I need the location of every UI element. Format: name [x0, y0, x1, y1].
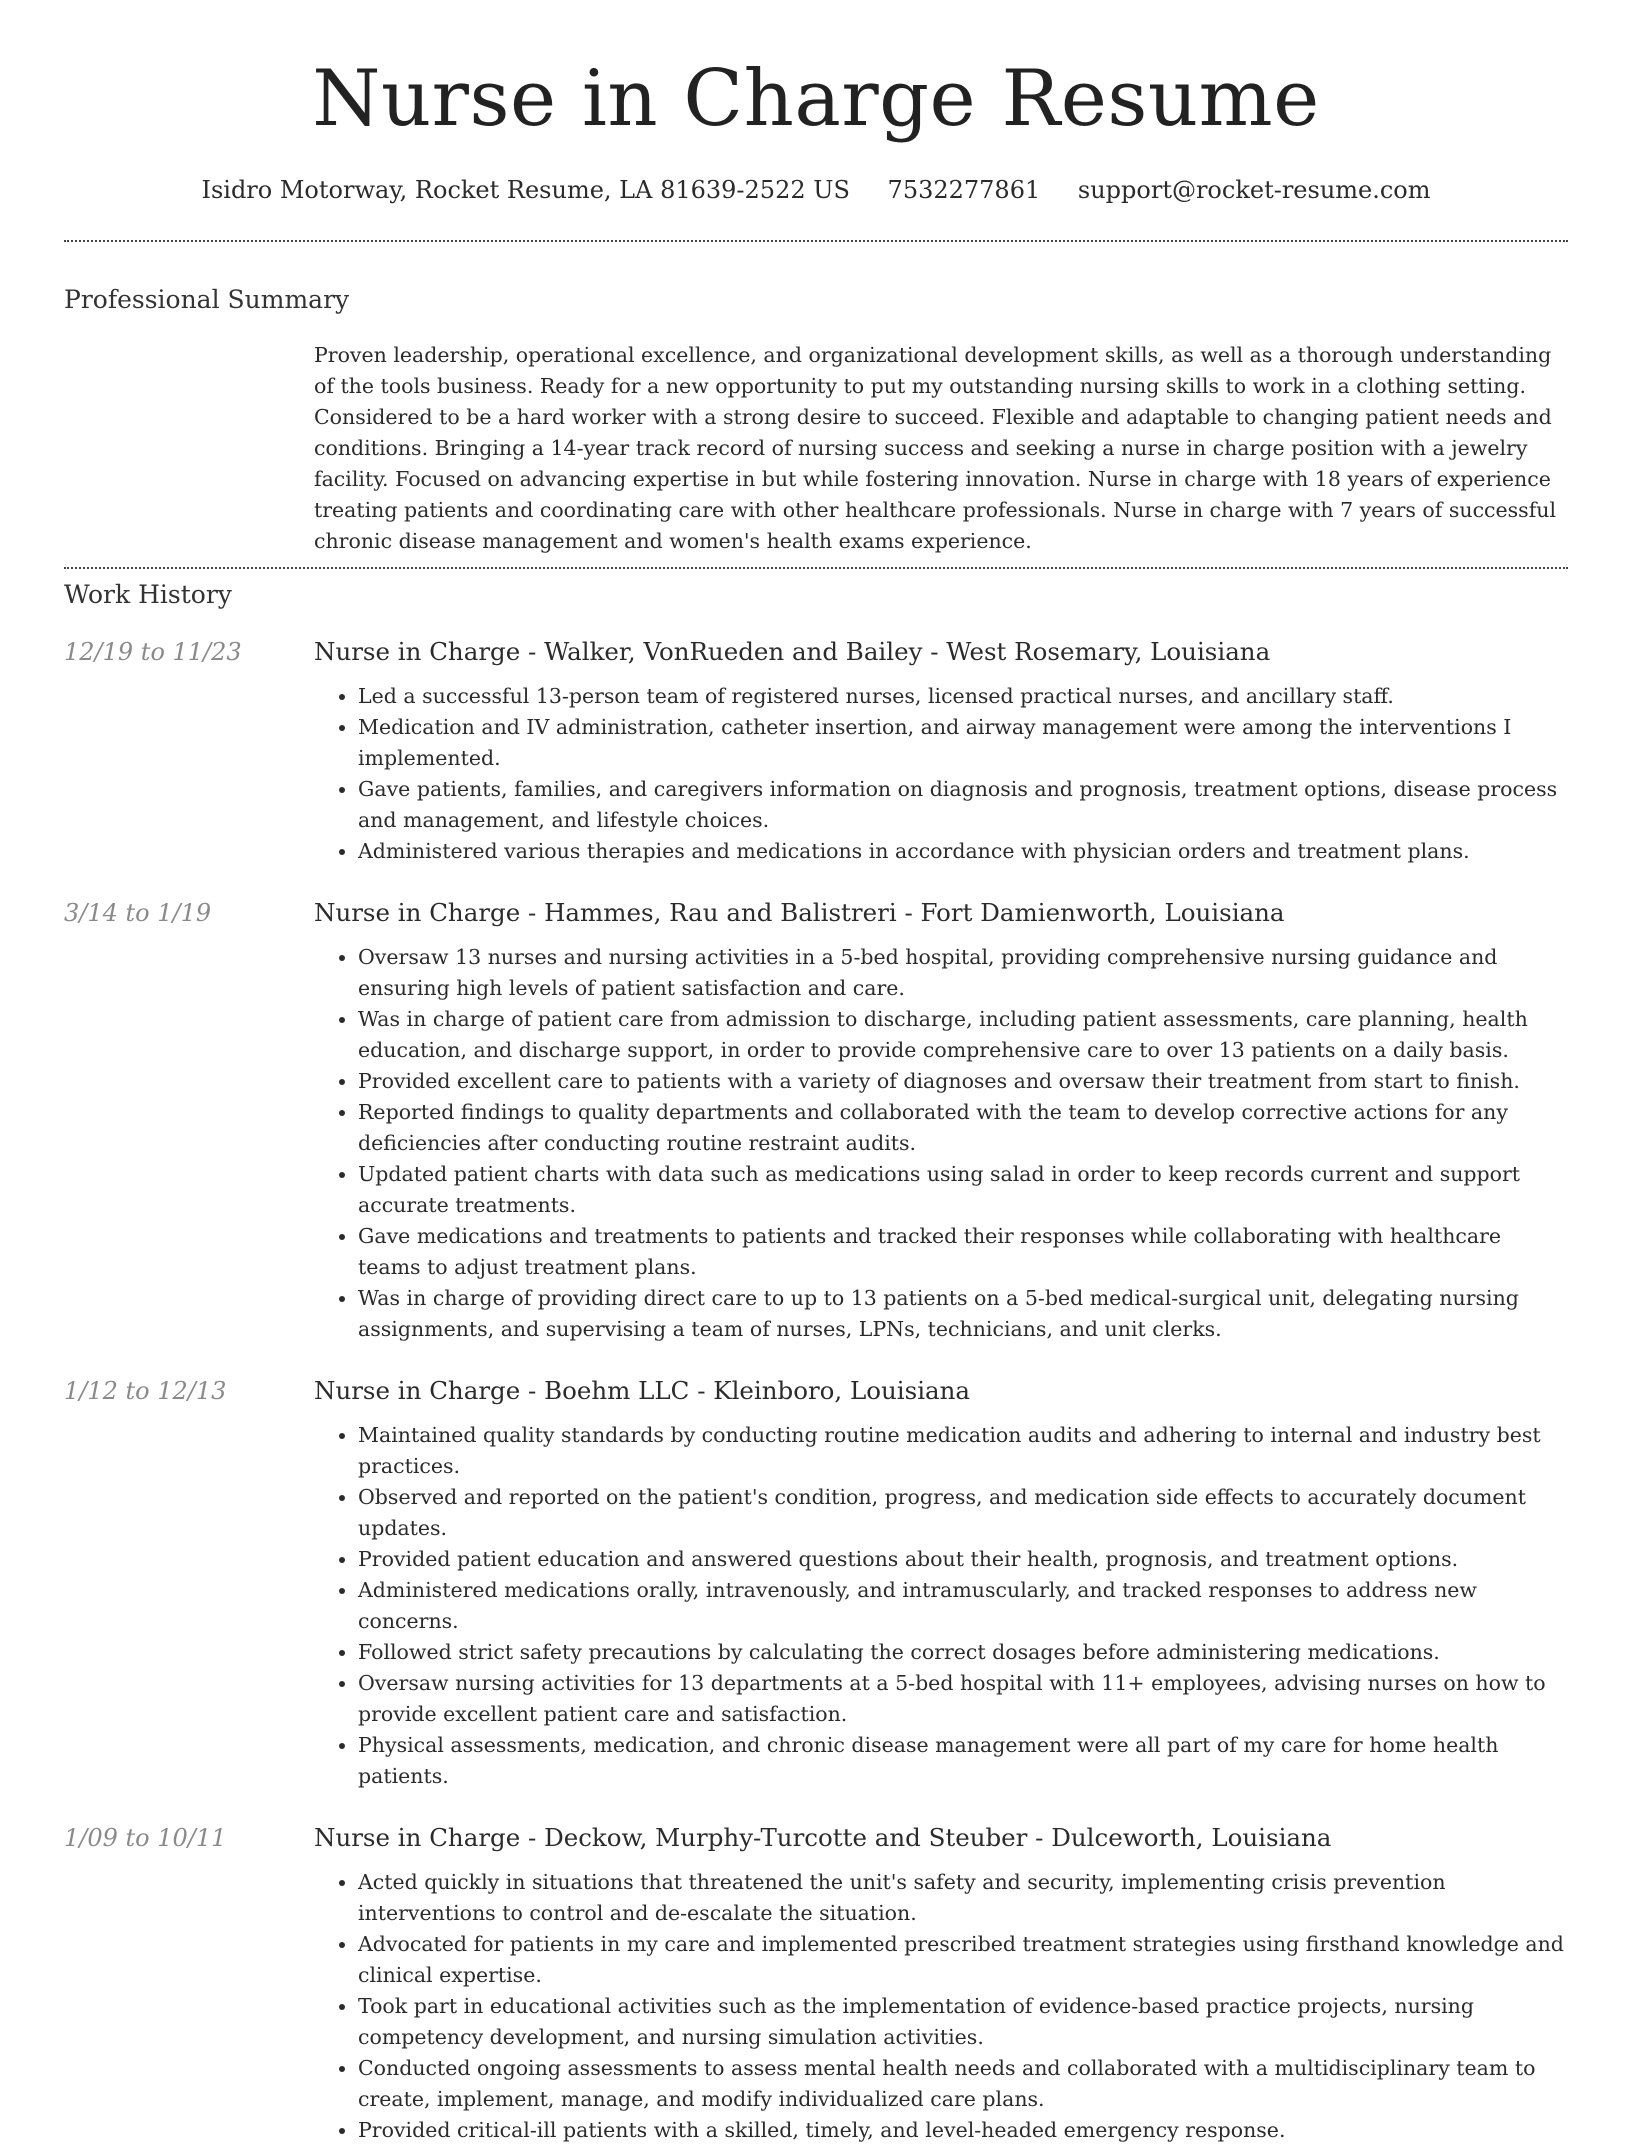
- job-bullets: [314, 1420, 1568, 1792]
- contact-line: [64, 174, 1568, 206]
- job-bullet: • Was in charge of patient care from admission to discharge, including patient assessments, care planning, health education, and discharge support, in order to provide comprehensive care to over 13 patients on a daily basis.: [358, 1004, 1568, 1066]
- job-bullet: • Was in charge of providing direct care to up to 13 patients on a 5-bed medical-surgical unit, delegating nursing assignments, and supervising a team of nurses, LPNs, technicians, and unit clerks.: [358, 1283, 1568, 1345]
- job-bullet: • Observed and reported on the patient's condition, progress, and medication side effects to accurately document updates.: [358, 1482, 1568, 1544]
- job-title: Nurse in Charge - Deckow, Murphy-Turcotte and Steuber - Dulceworth, Louisiana: [314, 1823, 1332, 1852]
- job-bullet: • Provided excellent care to patients with a variety of diagnoses and oversaw their treatment from start to finish.: [358, 1066, 1568, 1097]
- job-bullet: • Followed strict safety precautions by calculating the correct dosages before administering medications.: [358, 1637, 1568, 1668]
- job-bullet: • Physical assessments, medication, and chronic disease management were all part of my care for home health patients.: [358, 1730, 1568, 1792]
- job-bullet: • Updated patient charts with data such as medications using salad in order to keep records current and support accurate treatments.: [358, 1159, 1568, 1221]
- job-bullet: • Administered medications orally, intravenously, and intramuscularly, and tracked responses to address new concerns.: [358, 1575, 1568, 1637]
- summary-text: Proven leadership, operational excellence, and organizational development skills, as well as a thorough understanding of the tools business. Ready for a new opportunity to put my outstanding nursing skills to work in a clothing setting. Considered to be a hard worker with a strong desire to succeed. Flexible and adaptable to changing patient needs and conditions. Bringing a 14-year track record of nursing success and seeking a nurse in charge position with a jewelry facility. Focused on advancing expertise in but while fostering innovation. Nurse in charge with 18 years of experience treating patients and coordinating care with other healthcare professionals. Nurse in charge with 7 years of successful chronic disease management and women's health exams experience.: [314, 343, 1557, 553]
- job-body: [314, 1822, 1568, 2146]
- job-dates: 12/19 to 11/23: [64, 638, 242, 666]
- job-bullet: • Maintained quality standards by conducting routine medication audits and adhering to internal and industry best practices.: [358, 1420, 1568, 1482]
- job-entry: [64, 1822, 1568, 2146]
- job-bullet: • Conducted ongoing assessments to assess mental health needs and collaborated with a multidisciplinary team to create, implement, manage, and modify individualized care plans.: [358, 2053, 1568, 2115]
- contact-email: support@rocket-resume.com: [1077, 176, 1431, 204]
- job-title: Nurse in Charge - Hammes, Rau and Balistreri - Fort Damienworth, Louisiana: [314, 898, 1285, 927]
- resume-title: Nurse in Charge Resume: [312, 54, 1320, 144]
- job-bullet: • Advocated for patients in my care and implemented prescribed treatment strategies using firsthand knowledge and clinical expertise.: [358, 1929, 1568, 1991]
- job-bullet: • Gave medications and treatments to patients and tracked their responses while collaborating with healthcare teams to adjust treatment plans.: [358, 1221, 1568, 1283]
- job-bullet: • Oversaw nursing activities for 13 departments at a 5-bed hospital with 11+ employees, advising nurses on how to provide excellent patient care and satisfaction.: [358, 1668, 1568, 1730]
- job-dates: 1/12 to 12/13: [64, 1377, 227, 1405]
- job-bullet: • Oversaw 13 nurses and nursing activities in a 5-bed hospital, providing comprehensive nursing guidance and ensuring high levels of patient satisfaction and care.: [358, 942, 1568, 1004]
- job-body: [314, 636, 1568, 867]
- job-dates: 1/09 to 10/11: [64, 1824, 227, 1852]
- job-entry: [64, 897, 1568, 1345]
- summary-divider: [64, 567, 1568, 569]
- job-title: Nurse in Charge - Walker, VonRueden and Bailey - West Rosemary, Louisiana: [314, 637, 1271, 666]
- job-bullets: [314, 1867, 1568, 2146]
- work-history-list: [64, 636, 1568, 2146]
- contact-address: Isidro Motorway, Rocket Resume, LA 81639-2522 US: [201, 176, 850, 204]
- job-body: [314, 1375, 1568, 1792]
- job-bullet: • Reported findings to quality departments and collaborated with the team to develop corrective actions for any deficiencies after conducting routine restraint audits.: [358, 1097, 1568, 1159]
- job-bullet: • Administered various therapies and medications in accordance with physician orders and treatment plans.: [358, 836, 1568, 867]
- job-bullet: • Took part in educational activities such as the implementation of evidence-based practice projects, nursing competency development, and nursing simulation activities.: [358, 1991, 1568, 2053]
- summary-heading: Professional Summary: [64, 285, 350, 314]
- job-dates: 3/14 to 1/19: [64, 899, 212, 927]
- job-entry: [64, 1375, 1568, 1792]
- job-body: [314, 897, 1568, 1345]
- work-history-heading: Work History: [64, 580, 232, 609]
- job-title: Nurse in Charge - Boehm LLC - Kleinboro, Louisiana: [314, 1376, 971, 1405]
- job-bullets: [314, 681, 1568, 867]
- job-bullet: • Led a successful 13-person team of registered nurses, licensed practical nurses, and ancillary staff.: [358, 681, 1568, 712]
- job-bullet: • Provided critical-ill patients with a skilled, timely, and level-headed emergency response.: [358, 2115, 1568, 2146]
- job-bullet: • Gave patients, families, and caregivers information on diagnosis and prognosis, treatment options, disease process and management, and lifestyle choices.: [358, 774, 1568, 836]
- job-entry: [64, 636, 1568, 867]
- job-bullet: • Provided patient education and answered questions about their health, prognosis, and treatment options.: [358, 1544, 1568, 1575]
- contact-phone: 7532277861: [887, 176, 1041, 204]
- job-bullets: [314, 942, 1568, 1345]
- job-bullet: • Medication and IV administration, catheter insertion, and airway management were among the interventions I implemented.: [358, 712, 1568, 774]
- job-bullet: • Acted quickly in situations that threatened the unit's safety and security, implementing crisis prevention interventions to control and de-escalate the situation.: [358, 1867, 1568, 1929]
- header-divider: [64, 240, 1568, 242]
